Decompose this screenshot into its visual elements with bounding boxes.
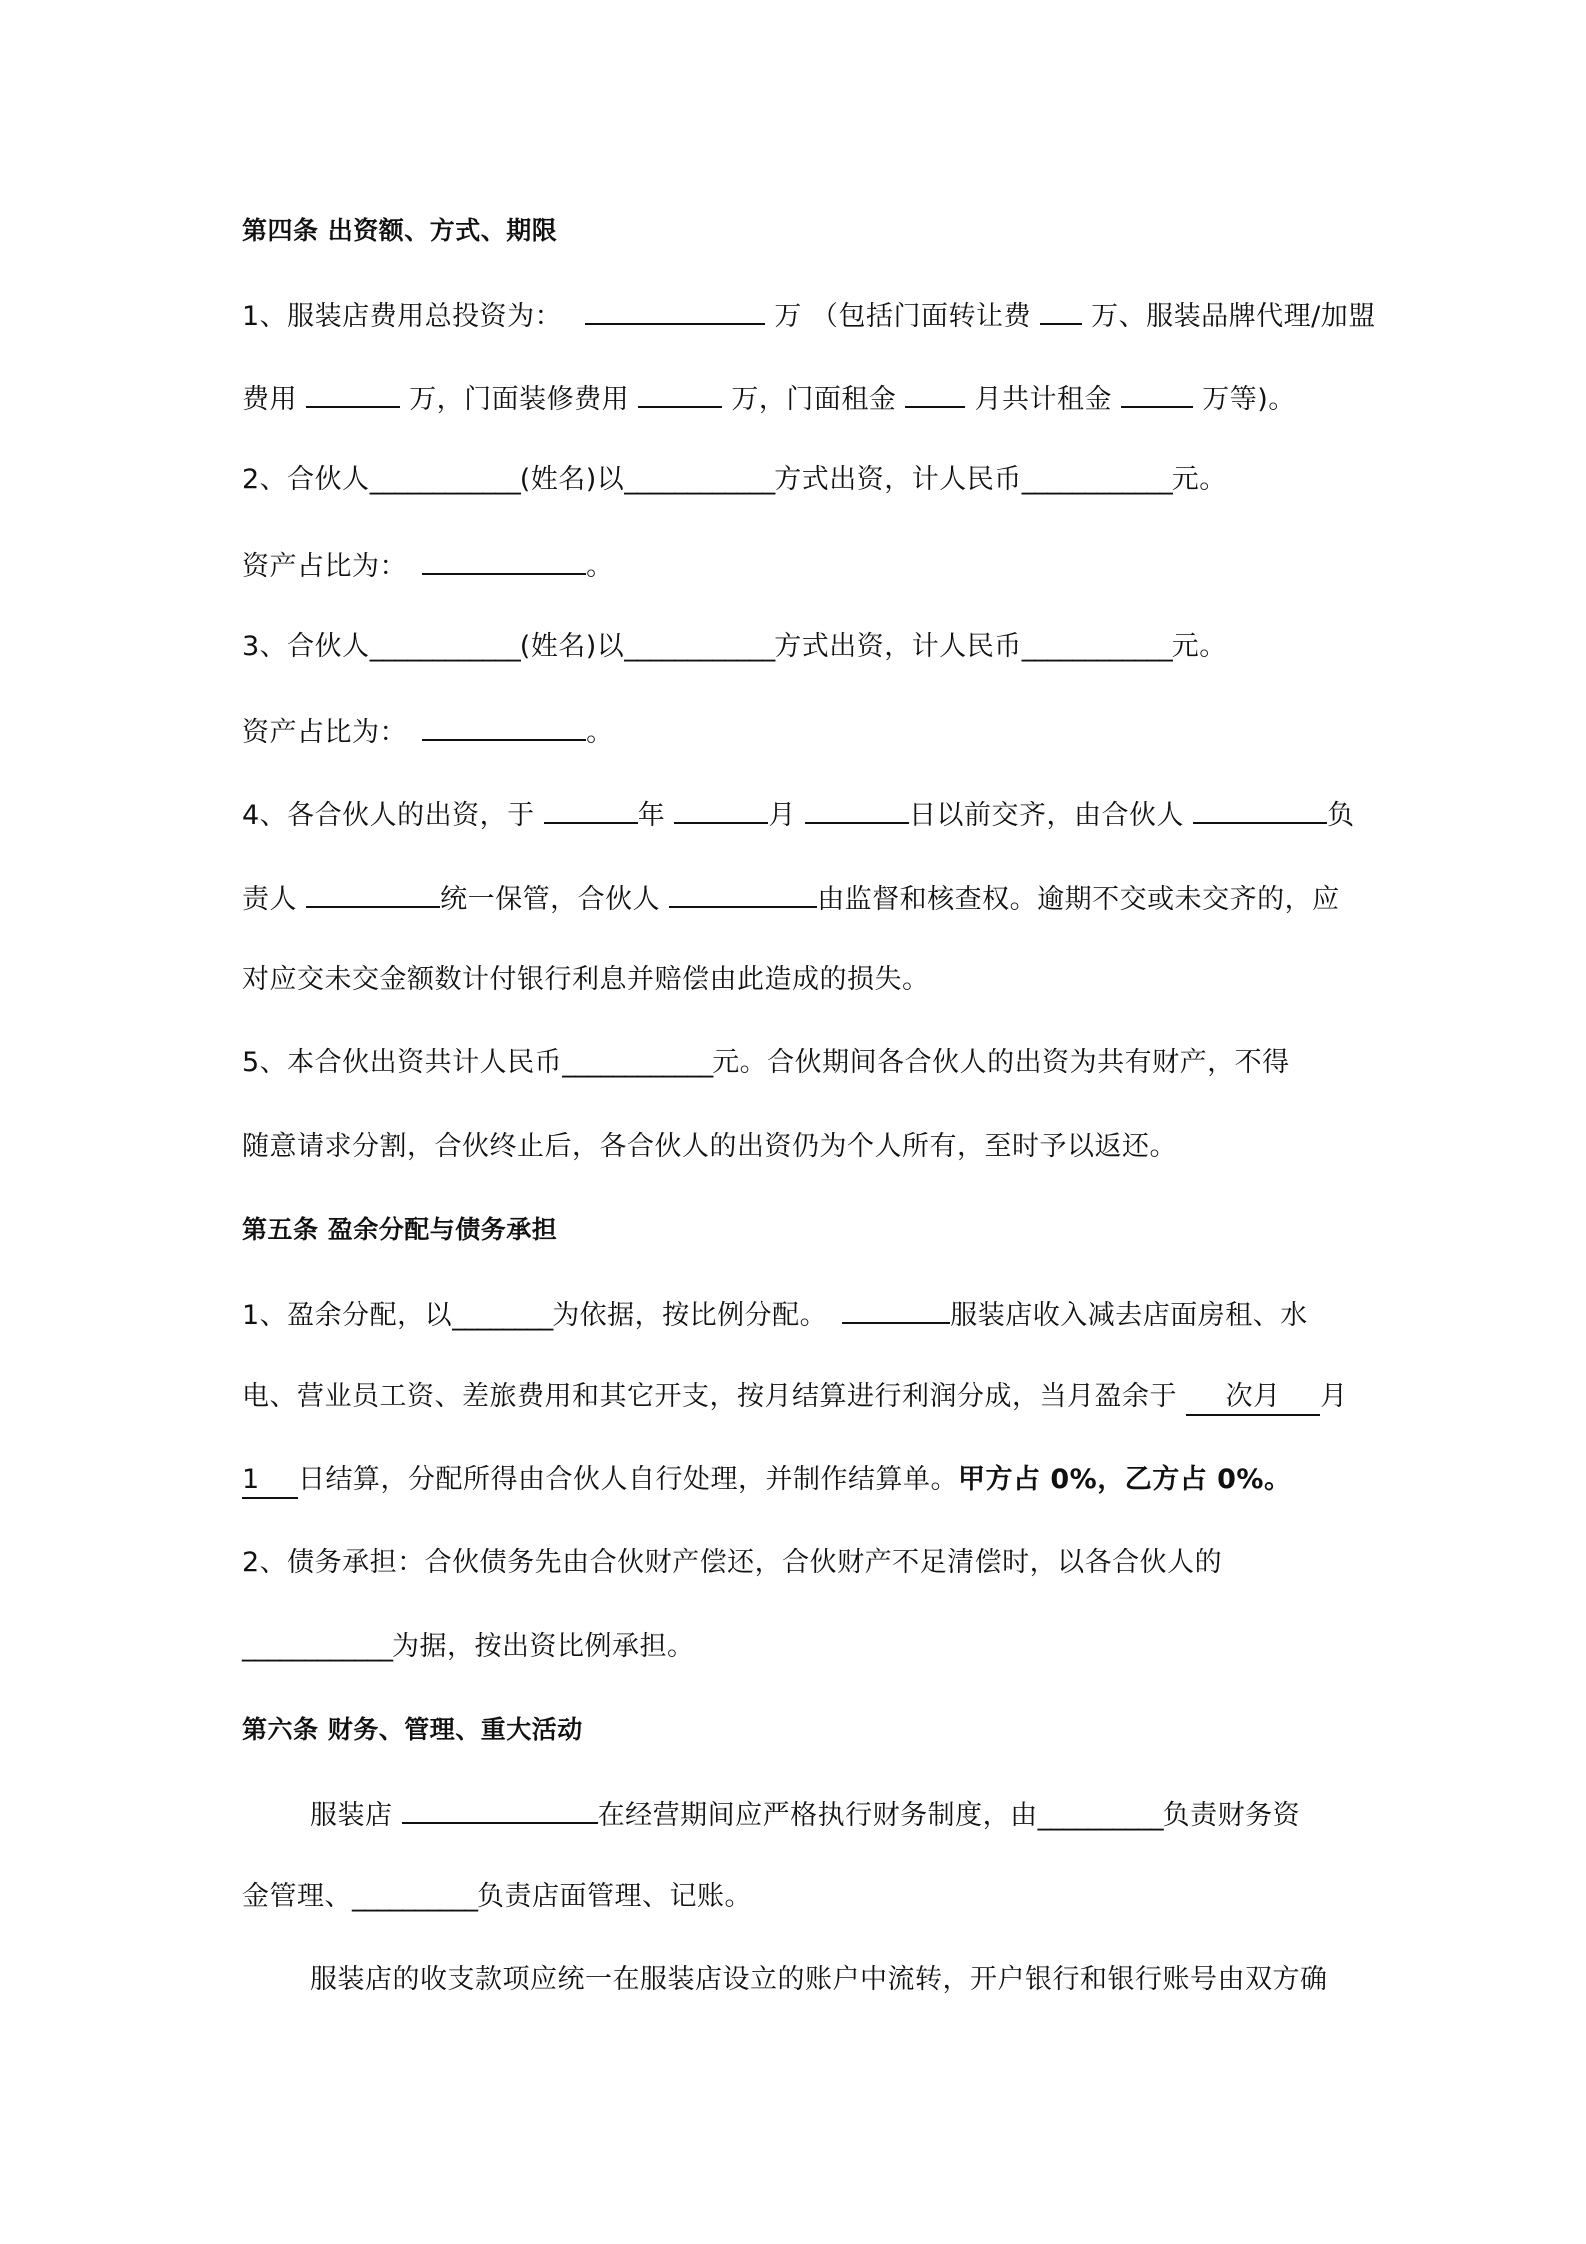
store-name-blank[interactable] [842, 1296, 950, 1324]
text: 万，门面装修费用 [409, 384, 630, 415]
store-name-blank[interactable] [402, 1796, 598, 1824]
text: 2、合伙人 [242, 464, 370, 495]
text: 。 [586, 551, 614, 582]
partner-name-blank[interactable]: ____________ [369, 464, 520, 495]
supervisor-blank[interactable] [669, 880, 817, 908]
text: (姓名)以 [519, 631, 625, 662]
text: 万、服装品牌代理/加盟 [1091, 301, 1376, 332]
settlement-day-field[interactable]: 1 [242, 1463, 298, 1499]
contribution-method-blank[interactable]: ____________ [624, 631, 775, 662]
text: 责人 [242, 884, 297, 915]
article5-item1-line3 [242, 1463, 1291, 1499]
text: 1、盈余分配，以 [242, 1300, 453, 1331]
text: 方式出资，计人民币 [774, 631, 1022, 662]
debt-basis-blank[interactable]: ____________ [242, 1631, 392, 1662]
text: 万等)。 [1202, 384, 1296, 415]
text: 电、营业员工资、差旅费用和其它开支，按月结算进行利润分成，当月盈余于 [242, 1381, 1177, 1412]
article4-item3-line1 [242, 630, 1227, 664]
text: 日以前交齐，由合伙人 [908, 800, 1184, 831]
article4-item4-line2 [242, 880, 1340, 917]
article6-para2-line1: 服装店的收支款项应统一在服装店设立的账户中流转，开户银行和银行账号由双方确 [310, 1964, 1328, 1995]
article4-item4-line1 [242, 796, 1355, 833]
total-investment-blank[interactable] [585, 297, 765, 325]
article4-item5-line1 [242, 1046, 1290, 1080]
text: 万，门面租金 [731, 384, 897, 415]
text: 资产占比为： [242, 717, 407, 748]
text: 资产占比为： [242, 551, 407, 582]
text: 在经营期间应严格执行财务制度，由 [597, 1800, 1038, 1831]
settlement-month-field[interactable]: 次月 [1186, 1380, 1320, 1416]
article6-para1-line2 [242, 1880, 752, 1914]
text: 。 [586, 717, 614, 748]
article4-item2-line2 [242, 547, 614, 584]
article5-item2-line2 [242, 1630, 695, 1664]
text: 方式出资，计人民币 [774, 464, 1022, 495]
article4-item1-line1 [242, 297, 1376, 334]
custodian-blank[interactable] [306, 880, 440, 908]
text: 为据，按出资比例承担。 [392, 1631, 695, 1662]
text: 5、本合伙出资共计人民币 [242, 1047, 563, 1078]
year-blank[interactable] [544, 796, 638, 824]
franchise-fee-blank[interactable] [306, 380, 400, 408]
text: 负责财务资 [1162, 1800, 1301, 1831]
contribution-method-blank[interactable]: ____________ [624, 464, 775, 495]
asset-ratio-blank[interactable] [422, 713, 586, 741]
text: 服装店 [310, 1800, 393, 1831]
amount-blank[interactable]: ____________ [1021, 464, 1172, 495]
text: 由监督和核查权。逾期不交或未交齐的，应 [817, 884, 1340, 915]
article6-heading: 第六条 财务、管理、重大活动 [242, 1715, 583, 1744]
renovation-fee-blank[interactable] [638, 380, 722, 408]
text: 1、服装店费用总投资为： [242, 301, 563, 332]
article5-item1-line2 [242, 1380, 1348, 1416]
total-contribution-blank[interactable]: ____________ [562, 1047, 713, 1078]
text: 负责店面管理、记账。 [477, 1881, 752, 1912]
text: 万 （包括门面转让费 [774, 301, 1031, 332]
text: 金管理、 [242, 1881, 352, 1912]
text: 负 [1327, 800, 1355, 831]
text: 月 [768, 800, 796, 831]
rent-months-blank[interactable] [905, 380, 965, 408]
text: 3、合伙人 [242, 631, 370, 662]
text: 费用 [242, 384, 297, 415]
asset-ratio-blank[interactable] [422, 547, 586, 575]
finance-manager-blank[interactable]: __________ [1037, 1800, 1163, 1831]
text: (姓名)以 [519, 464, 625, 495]
transfer-fee-blank[interactable] [1040, 297, 1082, 325]
text: 月共计租金 [974, 384, 1113, 415]
text: 元。 [1171, 631, 1227, 662]
article5-item2-line1: 2、债务承担：合伙债务先由合伙财产偿还，合伙财产不足清偿时，以各合伙人的 [242, 1547, 1223, 1578]
text: 统一保管，合伙人 [440, 884, 661, 915]
article4-item1-line2 [242, 380, 1296, 417]
text: 元。 [1171, 464, 1227, 495]
article5-heading: 第五条 盈余分配与债务承担 [242, 1215, 558, 1244]
text: 月 [1320, 1381, 1348, 1412]
text: 4、各合伙人的出资，于 [242, 800, 535, 831]
article4-item5-line2: 随意请求分割，合伙终止后，各合伙人的出资仍为个人所有，至时予以返还。 [242, 1131, 1177, 1162]
article4-item4-line3: 对应交未交金额数计付银行利息并赔偿由此造成的损失。 [242, 964, 930, 995]
article4-item2-line1 [242, 463, 1227, 497]
profit-share-text: 甲方占 0%，乙方占 0%。 [958, 1464, 1292, 1495]
responsible-partner-blank[interactable] [1193, 796, 1327, 824]
distribution-basis-blank[interactable]: ________ [452, 1300, 553, 1331]
text: 为依据，按比例分配。 [552, 1300, 828, 1331]
text: 年 [637, 800, 666, 831]
text: 服装店收入减去店面房租、水 [950, 1300, 1308, 1331]
month-blank[interactable] [674, 796, 768, 824]
article6-para1-line1 [310, 1796, 1300, 1833]
article4-heading: 第四条 出资额、方式、期限 [242, 216, 558, 245]
day-blank[interactable] [805, 796, 909, 824]
article4-item3-line2 [242, 713, 614, 750]
article5-item1-line1 [242, 1296, 1308, 1333]
text: 元。合伙期间各合伙人的出资为共有财产，不得 [712, 1047, 1290, 1078]
text: 日结算，分配所得由合伙人自行处理，并制作结算单。 [298, 1464, 958, 1495]
partner-name-blank[interactable]: ____________ [369, 631, 520, 662]
store-manager-blank[interactable]: __________ [352, 1881, 477, 1912]
total-rent-blank[interactable] [1121, 380, 1193, 408]
amount-blank[interactable]: ____________ [1021, 631, 1172, 662]
